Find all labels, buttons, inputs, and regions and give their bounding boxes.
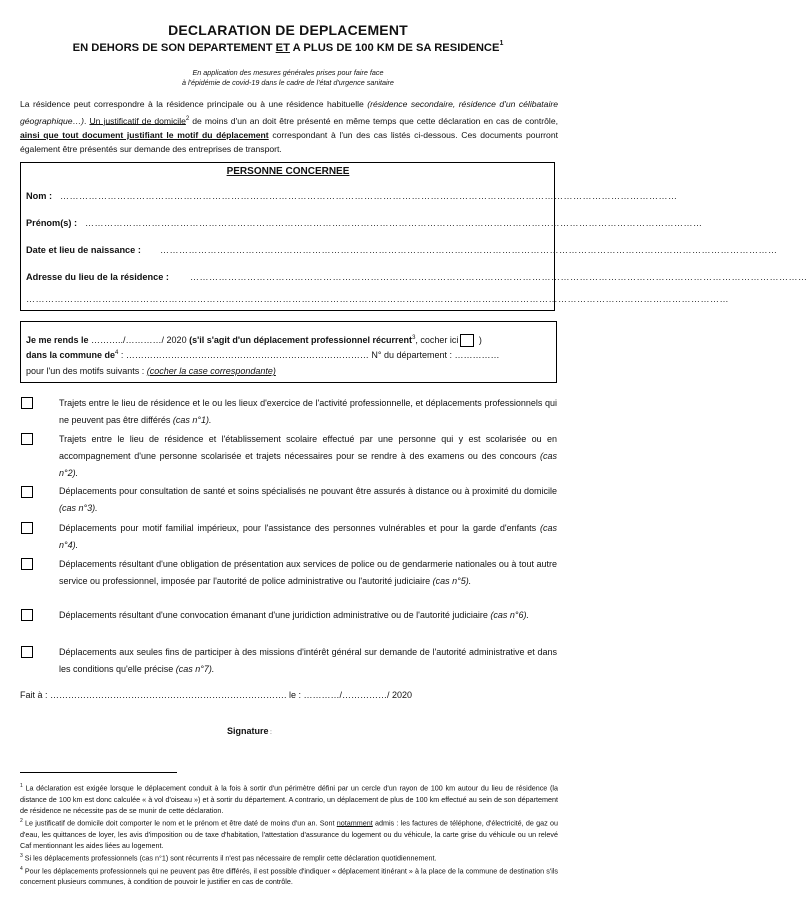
- footnote-3-number: 3: [20, 853, 23, 859]
- option-checkbox-7[interactable]: [21, 646, 33, 658]
- subtitle-part1: EN DEHORS DE SON DEPARTEMENT: [72, 42, 276, 54]
- option-checkbox-5[interactable]: [21, 558, 33, 570]
- intro-text-2: (résidence secondaire, résidence d'un célibataire géographique…): [20, 99, 559, 126]
- motif-instruction: (cocher la case correspondante): [146, 366, 276, 376]
- option-6-case: (cas n°6).: [490, 610, 530, 620]
- intro-paragraph: [20, 97, 558, 157]
- prenom-field[interactable]: ……………………………………………………………………………………………………………………………………………………………………………: [85, 218, 703, 228]
- recurrent-note: (s'il s'agit d'un déplacement professionnel récurrent: [189, 334, 413, 345]
- signature-colon: :: [268, 730, 272, 736]
- option-checkbox-4[interactable]: [21, 522, 33, 534]
- footnotes: [20, 781, 558, 887]
- option-1-case: (cas n°1).: [172, 415, 212, 425]
- birth-label: Date et lieu de naissance :: [26, 245, 141, 255]
- option-7-label: Déplacements aux seules fins de participer à des missions d'intérêt général sur demande de l'autorité administrative et dans les conditions qu'elle précise: [59, 647, 557, 674]
- commune-label: dans la commune de: [26, 350, 116, 360]
- option-text-4: [59, 520, 557, 554]
- intro-text-3: .: [84, 115, 90, 126]
- option-text-1: [59, 395, 557, 429]
- travel-commune-line: [26, 350, 500, 360]
- document-title: DECLARATION DE DEPLACEMENT: [168, 22, 408, 38]
- footnote-separator: [20, 772, 177, 773]
- signature-label: [227, 726, 272, 736]
- prenom-label: Prénom(s) :: [26, 218, 78, 228]
- option-5-label: Déplacements résultant d'une obligation de présentation aux services de police ou de gendarmerie nationales ou à tout autre service ou professionnel, imposée par l'autorité de police administrative ou l'autorité judiciaire: [59, 559, 557, 586]
- footnote-4-number: 4: [20, 865, 23, 872]
- option-4-label: Déplacements pour motif familial impérieux, pour l'assistance des personnes vulnérables et pour la garde d'enfants: [59, 523, 540, 533]
- option-checkbox-2[interactable]: [21, 433, 33, 445]
- footnote-3: [20, 851, 558, 864]
- motif-label: pour l'un des motifs suivants :: [26, 366, 147, 376]
- person-section: [20, 162, 808, 311]
- footnote-ref-2: 2: [185, 115, 190, 122]
- recurrent-check-label: , cocher ici: [415, 334, 459, 345]
- intro-text-7: ainsi que tout document justifiant le motif du déplacement: [20, 129, 269, 140]
- footnote-ref-1: 1: [499, 40, 504, 47]
- option-7-case: (cas n°7).: [175, 664, 215, 674]
- option-2-case: (cas n°2).: [59, 451, 557, 478]
- option-3-case: (cas n°3).: [59, 503, 98, 513]
- option-text-2: [59, 431, 557, 482]
- footnote-2-text-b: notamment: [336, 818, 373, 828]
- footnote-ref-3: 3: [412, 334, 416, 341]
- nom-label: Nom :: [26, 191, 53, 201]
- option-2-label: Trajets entre le lieu de résidence et l'établissement scolaire effectué par une personne qui y est scolarisée ou en accompagnement d'une personne scolarisée et trajets nécessaires pour se rendre à des examens ou des concours: [59, 434, 557, 461]
- travel-motif-line: [26, 366, 276, 376]
- option-checkbox-1[interactable]: [21, 397, 33, 409]
- footnote-ref-4: 4: [115, 350, 119, 356]
- option-6-label: Déplacements résultant d'une convocation émanant d'une juridiction administrative ou de l'autorité judiciaire: [59, 610, 491, 620]
- footnote-1: [20, 781, 558, 816]
- option-3-label: Déplacements pour consultation de santé et soins spécialisés ne pouvant être assurés à distance ou à proximité du domicile: [59, 486, 557, 496]
- document-subtitle: [0, 42, 576, 54]
- recurrent-close-paren: ): [476, 334, 482, 345]
- footnote-4-text: Pour les déplacements professionnels qui ne peuvent pas être différés, il est possible d'indiquer « déplacement itinérant » à la place de la commune de destination s'ils concernent plusieurs communes, à condition de pouvoir le justifier en cas de contrôle.: [20, 865, 558, 887]
- travel-date-line: [26, 334, 482, 347]
- option-text-5: [59, 556, 557, 590]
- footnote-4: [20, 864, 558, 888]
- address-field[interactable]: ……………………………………………………………………………………………………………………………………………………………………………: [190, 272, 808, 282]
- intro-text-4: Un justificatif de domicile: [89, 115, 186, 126]
- footnote-1-number: 1: [20, 783, 23, 789]
- intro-text-1: La résidence peut correspondre à la résidence principale ou à une résidence habituelle: [20, 99, 368, 109]
- birth-field[interactable]: ……………………………………………………………………………………………………………………………………………………………………………: [160, 245, 778, 255]
- address-label: Adresse du lieu de la résidence :: [26, 272, 169, 282]
- person-heading-text: PERSONNE CONCERNEE: [226, 166, 350, 177]
- footnote-2-text-c: admis : les factures de téléphone, d'électricité, de gaz ou d'eau, les quittances de loyer, les avis d'imposition ou de taxe d'habitation, l'attestation d'assurance du logement ou du véhicule, la carte grise du véhicule ou un relevé Caf mentionnant les aides liées au logement.: [20, 818, 558, 850]
- recurrent-checkbox[interactable]: [460, 334, 474, 347]
- legal-context-line1: En application des mesures générales prises pour faire face: [192, 68, 384, 77]
- travel-date-field[interactable]: ………../…………/ 2020: [88, 334, 190, 345]
- address-field-line2[interactable]: ……………………………………………………………………………………………………………………………………………………………………………………………………: [26, 294, 729, 304]
- option-checkbox-3[interactable]: [21, 486, 33, 498]
- intro-text-6: de moins d'un an doit être présenté en même temps que cette déclaration en cas de contrôle,: [189, 115, 558, 126]
- option-4-case: (cas n°4).: [59, 523, 557, 550]
- footnote-3-text: Si les déplacements professionnels (cas n°1) sont récurrents il n'est pas nécessaire de remplir cette déclaration quotidiennement.: [22, 853, 437, 863]
- person-heading: [0, 166, 576, 177]
- footnote-2-number: 2: [20, 818, 23, 824]
- nom-field[interactable]: ……………………………………………………………………………………………………………………………………………………………………………: [60, 191, 678, 201]
- place-date-line[interactable]: Fait à : ……………………………………………………………………. le : …………/……………/ 2020: [20, 690, 413, 700]
- option-text-3: [59, 483, 557, 517]
- signature-text: Signature: [227, 726, 269, 736]
- footnote-2: [20, 816, 558, 851]
- travel-date-label: Je me rends le: [26, 334, 89, 345]
- commune-field[interactable]: : ……………………………………………………………………… N° du département : ……………: [118, 350, 500, 360]
- subtitle-et: ET: [275, 42, 290, 54]
- option-1-label: Trajets entre le lieu de résidence et le ou les lieux d'exercice de l'activité professionnelle, et déplacements professionnels qui ne peuvent pas être différés: [59, 398, 557, 425]
- intro-text-8: correspondant à l'un des cas listés ci-dessous. Ces documents pourront également être présentés sur demande des entreprises de transport.: [20, 129, 558, 155]
- option-text-7: [59, 644, 557, 678]
- legal-context-line2: à l'épidémie de covid-19 dans le cadre de l'état d'urgence sanitaire: [182, 78, 394, 87]
- legal-context: [0, 68, 576, 88]
- subtitle-part2: A PLUS DE 100 KM DE SA RESIDENCE: [289, 42, 500, 54]
- option-text-6: [59, 607, 557, 624]
- option-checkbox-6[interactable]: [21, 609, 33, 621]
- footnote-1-text: La déclaration est exigée lorsque le déplacement conduit à la fois à sortir d'un périmètre défini par un cercle d'un rayon de 100 km autour du lieu de résidence (la distance de 100 km est donc calculée « à vol d'oiseau ») et à sortir du département. A contrario, un déplacement de plus de 100 km effectué au sein de son département de résidence ne nécessite pas de se munir de cette déclaration.: [20, 783, 558, 815]
- footnote-2-text-a: Le justificatif de domicile doit comporter le nom et le prénom et être daté de moins d'un an. Sont: [22, 818, 337, 828]
- option-5-case: (cas n°5).: [432, 576, 472, 586]
